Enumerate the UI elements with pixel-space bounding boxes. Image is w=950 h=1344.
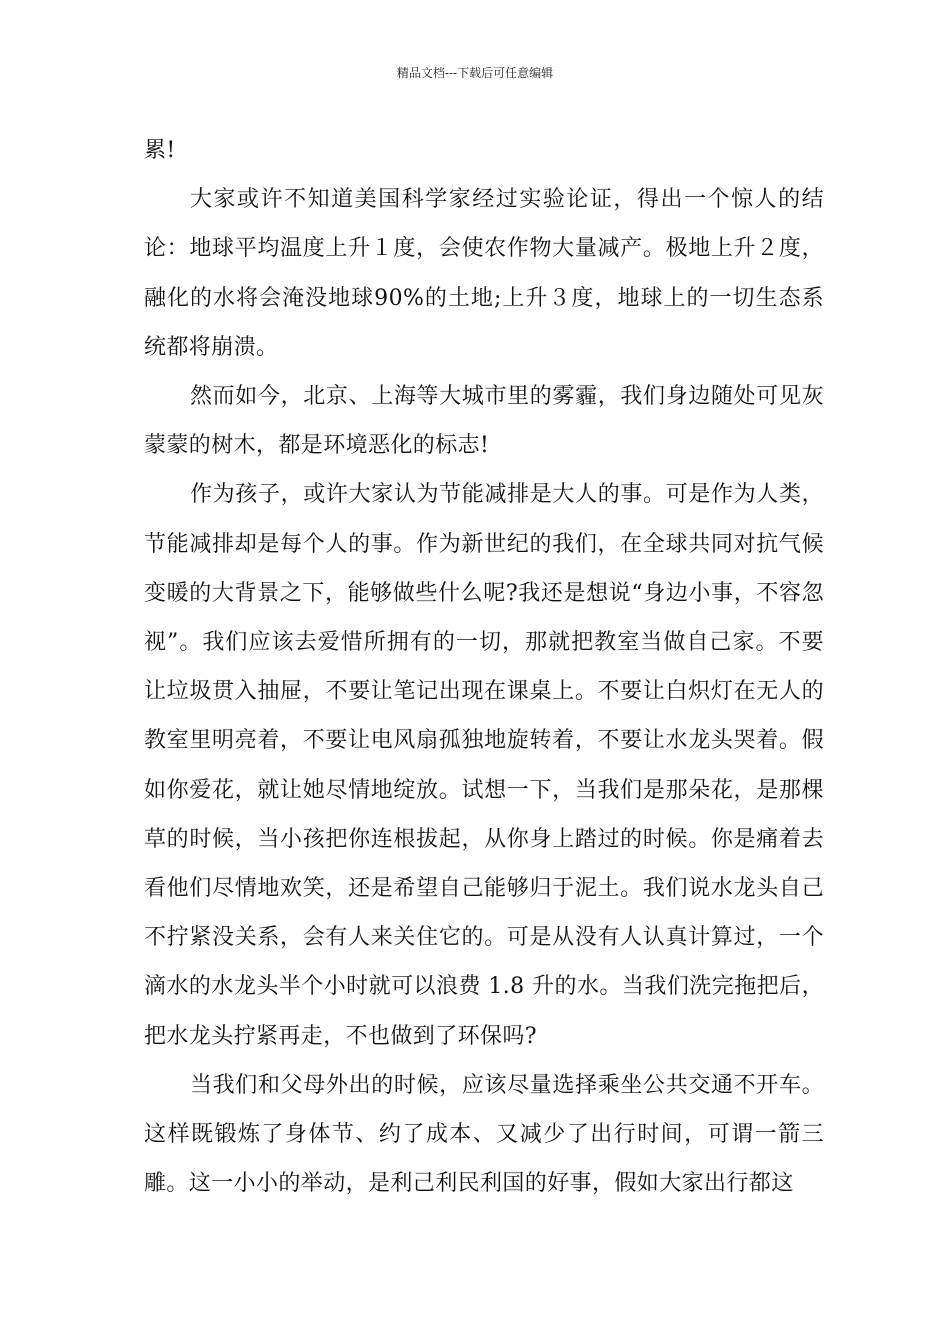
paragraph-public-transport: 当我们和父母外出的时候，应该尽量选择乘坐公共交通不开车。这样既锻炼了身体节、约了成本、又减少了出行时间，可谓一箭三雕。这一小小的举动，是利己利民利国的好事，假如大家出行都这 <box>144 1072 824 1197</box>
document-body <box>144 126 824 1208</box>
paragraph-energy-saving: 作为孩子，或许大家认为节能减排是大人的事。可是作为人类，节能减排却是每个人的事。作为新世纪的我们，在全球共同对抗气候变暖的大背景之下，能够做些什么呢?我还是想说“身边小事，不容忽视”。我们应该去爱惜所拥有的一切，那就把教室当做自己家。不要让垃圾贯入抽屉，不要让笔记出现在课桌上。不要让白炽灯在无人的教室里明亮着，不要让电风扇孤独地旋转着，不要让水龙头哭着。假如你爱花，就让她尽情地绽放。试想一下，当我们是那朵花，是那棵草的时候，当小孩把你连根拔起，从你身上踏过的时候。你是痛着去看他们尽情地欢笑，还是希望自己能够归于泥土。我们说水龙头自己不拧紧没关系，会有人来关住它的。可是从没有人认真计算过，一个滴水的水龙头半个小时就可以浪费 1.8 升的水。当我们洗完拖把后，把水龙头拧紧再走，不也做到了环保吗? <box>144 482 824 1049</box>
paragraph-scientist-conclusion: 大家或许不知道美国科学家经过实验论证，得出一个惊人的结论：地球平均温度上升１度，会使农作物大量减产。极地上升２度，融化的水将会淹没地球90%的土地;上升３度，地球上的一切生态系统都将崩溃。 <box>144 187 824 360</box>
paragraph-smog: 然而如今，北京、上海等大城市里的雾霾，我们身边随处可见灰蒙蒙的树木，都是环境恶化的标志! <box>144 384 824 459</box>
page-header: 精品文档---下载后可任意编辑 <box>396 66 554 80</box>
paragraph-continuation: 累! <box>144 138 176 163</box>
